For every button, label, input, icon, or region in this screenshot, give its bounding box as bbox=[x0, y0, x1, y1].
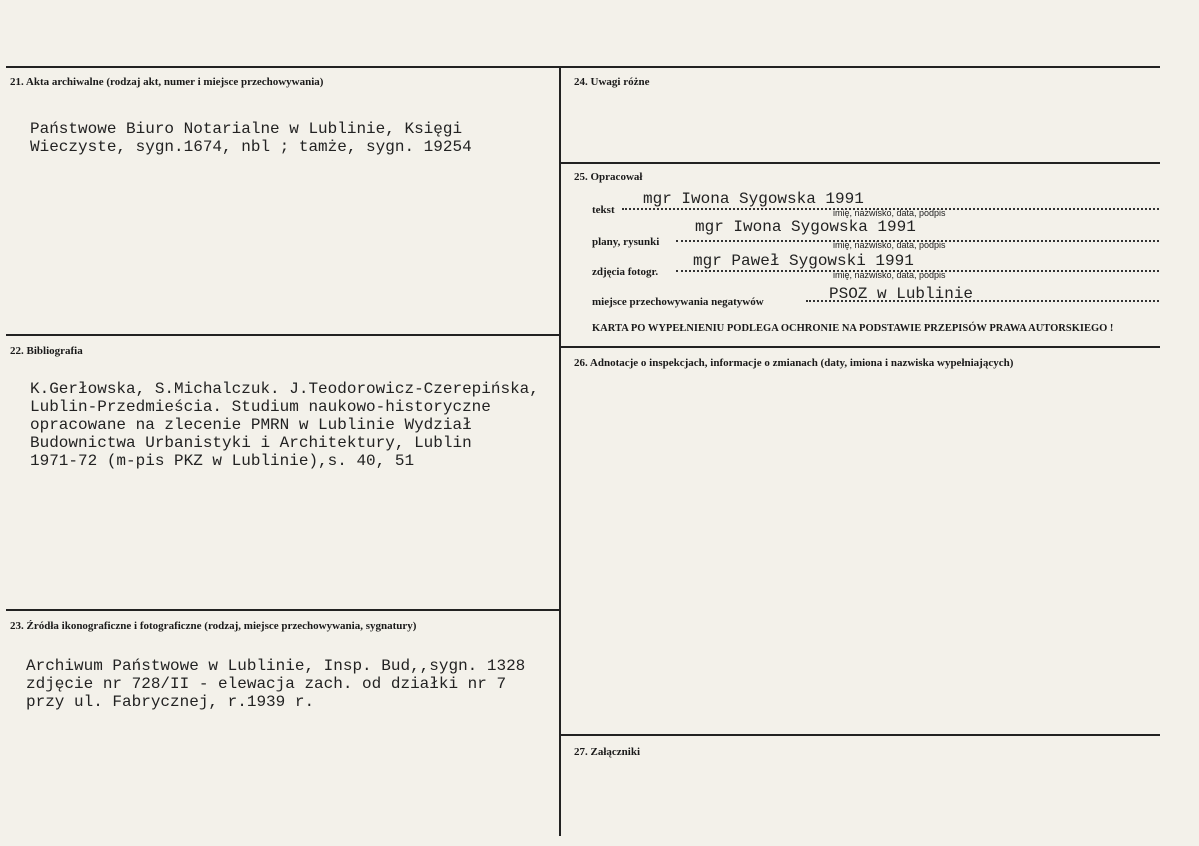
section-22-line-2: Lublin-Przedmieścia. Studium naukowo-historyczne bbox=[30, 398, 491, 416]
section-25-heading: 25. Opracował bbox=[574, 171, 643, 183]
copyright-notice: KARTA PO WYPEŁNIENIU PODLEGA OCHRONIE NA PODSTAWIE PRZEPISÓW PRAWA AUTORSKIEGO ! bbox=[592, 323, 1114, 334]
rule-24-25 bbox=[560, 162, 1160, 164]
section-21-heading: 21. Akta archiwalne (rodzaj akt, numer i miejsce przechowywania) bbox=[10, 76, 324, 88]
photos-label: zdjęcia fotogr. bbox=[592, 266, 659, 278]
section-24-heading: 24. Uwagi różne bbox=[574, 76, 650, 88]
section-23-line-1: Archiwum Państwowe w Lublinie, Insp. Bud,,sygn. 1328 bbox=[26, 657, 526, 675]
plans-value: mgr Iwona Sygowska 1991 bbox=[695, 218, 916, 236]
rule-22-23 bbox=[6, 609, 560, 611]
text-value: mgr Iwona Sygowska 1991 bbox=[643, 190, 864, 208]
section-21-line-1: Państwowe Biuro Notarialne w Lublinie, Księgi bbox=[30, 120, 463, 138]
section-21-line-2: Wieczyste, sygn.1674, nbl ; tamże, sygn. 19254 bbox=[30, 138, 472, 156]
plans-hint: imię, nazwisko, data, podpis bbox=[833, 240, 946, 250]
plans-label: plany, rysunki bbox=[592, 236, 660, 248]
photos-hint: imię, nazwisko, data, podpis bbox=[833, 270, 946, 280]
section-22-line-4: Budownictwa Urbanistyki i Architektury, Lublin bbox=[30, 434, 472, 452]
photos-value: mgr Paweł Sygowski 1991 bbox=[693, 252, 914, 270]
rule-25-26 bbox=[560, 346, 1160, 348]
top-rule bbox=[6, 66, 1160, 68]
section-22-line-3: opracowane na zlecenie PMRN w Lublinie Wydział bbox=[30, 416, 472, 434]
section-22-heading: 22. Bibliografia bbox=[10, 345, 83, 357]
section-23-line-2: zdjęcie nr 728/II - elewacja zach. od działki nr 7 bbox=[26, 675, 507, 693]
text-hint: imię, nazwisko, data, podpis bbox=[833, 208, 946, 218]
rule-26-27 bbox=[560, 734, 1160, 736]
negatives-value: PSOZ w Lublinie bbox=[829, 285, 974, 303]
section-27-heading: 27. Załączniki bbox=[574, 746, 641, 758]
section-23-line-3: przy ul. Fabrycznej, r.1939 r. bbox=[26, 693, 315, 711]
rule-21-22 bbox=[6, 334, 560, 336]
negatives-label: miejsce przechowywania negatywów bbox=[592, 296, 764, 308]
center-divider bbox=[559, 66, 561, 836]
text-label: tekst bbox=[592, 204, 615, 216]
section-22-line-5: 1971-72 (m-pis PKZ w Lublinie),s. 40, 51 bbox=[30, 452, 415, 470]
section-22-line-1: K.Gerłowska, S.Michalczuk. J.Teodorowicz-Czerepińska, bbox=[30, 380, 539, 398]
section-26-heading: 26. Adnotacje o inspekcjach, informacje o zmianach (daty, imiona i nazwiska wypełniających) bbox=[574, 357, 1014, 369]
section-23-heading: 23. Źródła ikonograficzne i fotograficzne (rodzaj, miejsce przechowywania, sygnatury) bbox=[10, 620, 417, 632]
